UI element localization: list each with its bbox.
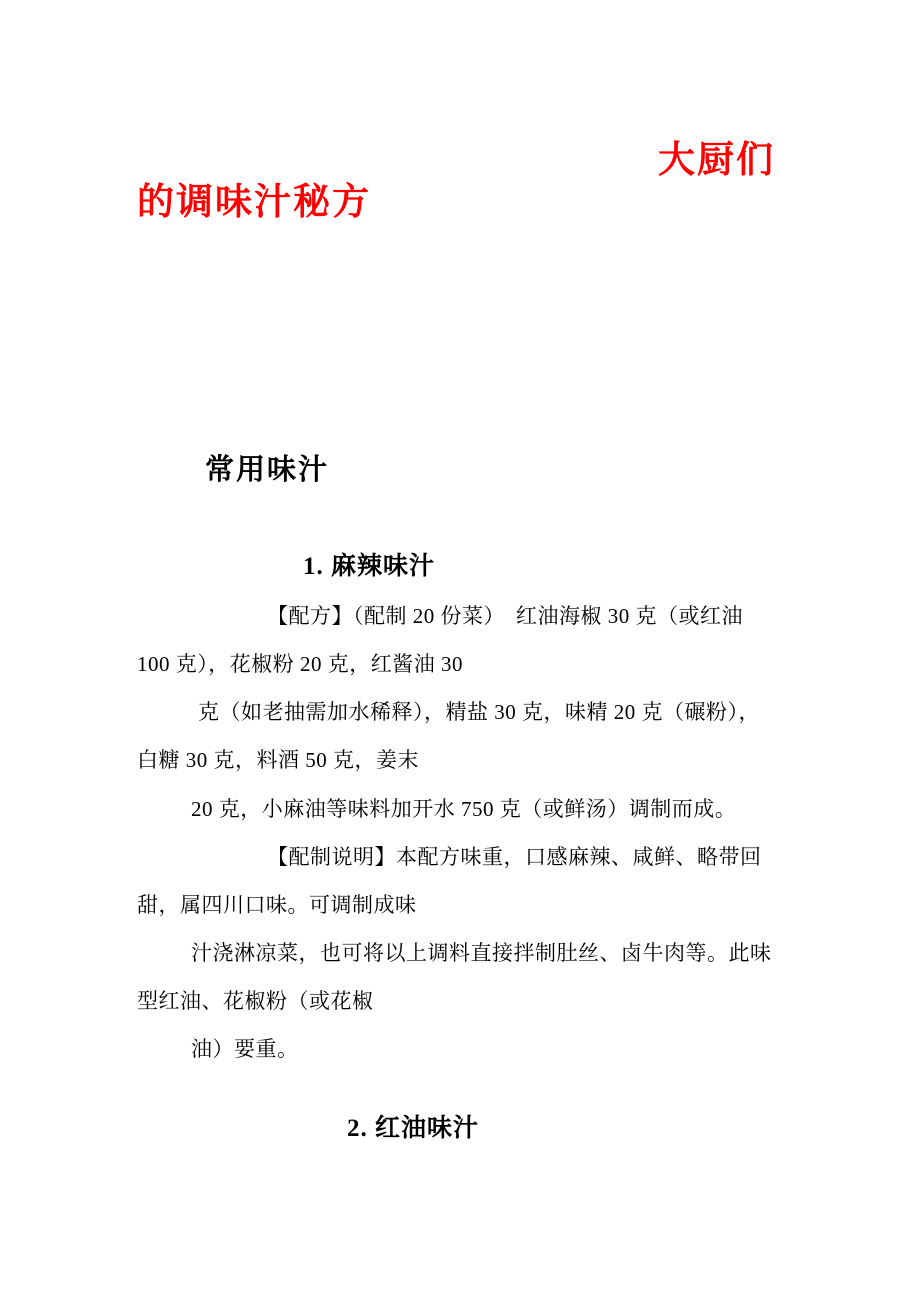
section-heading: 常用味汁	[205, 454, 330, 486]
body-line: 【配方】（配制 20 份菜） 红油海椒 30 克（或红油	[267, 604, 743, 628]
body-line: 型红油、花椒粉（或花椒	[137, 989, 374, 1013]
document-title-line2: 的调味汁秘方	[137, 182, 371, 223]
body-line: 克（如老抽需加水稀释），精盐 30 克，味精 20 克（碾粉），	[198, 700, 760, 724]
body-line: 100 克），花椒粉 20 克，红酱油 30	[137, 652, 463, 676]
body-line: 20 克，小麻油等味料加开水 750 克（或鲜汤）调制而成。	[191, 797, 737, 821]
document-title-line1: 大厨们	[658, 140, 775, 181]
subsection-heading-hongyou-sauce: 2. 红油味汁	[347, 1115, 480, 1142]
subsection-heading-mala-sauce: 1. 麻辣味汁	[303, 553, 436, 580]
body-line: 【配制说明】本配方味重，口感麻辣、咸鲜、略带回	[267, 845, 762, 869]
body-line: 甜，属四川口味。可调制成味	[137, 893, 417, 917]
body-line: 油）要重。	[191, 1037, 299, 1061]
body-line: 白糖 30 克，料酒 50 克，姜末	[137, 748, 419, 772]
body-line: 汁浇淋凉菜，也可将以上调料直接拌制肚丝、卤牛肉等。此味	[191, 941, 772, 965]
